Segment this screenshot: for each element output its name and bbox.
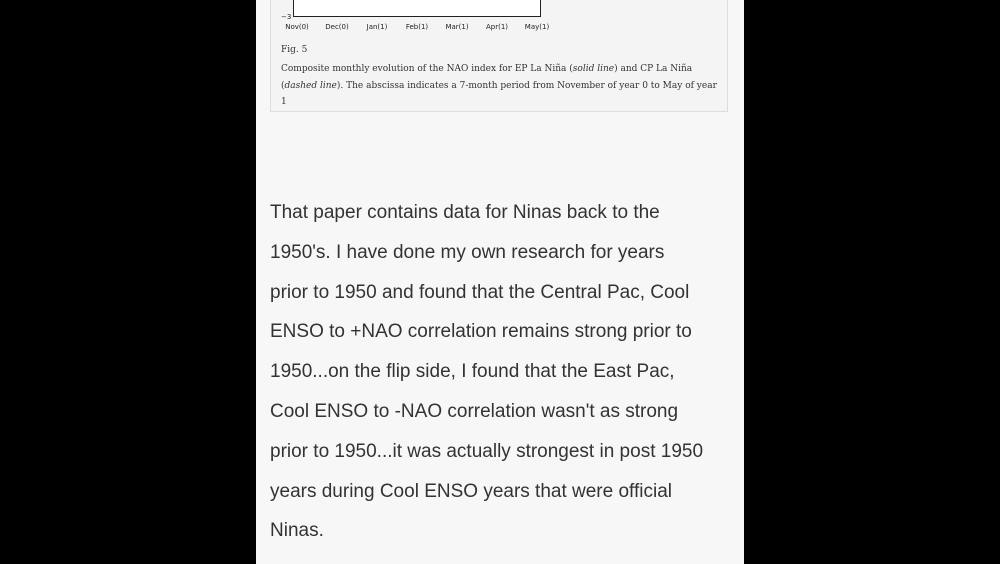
x-axis-tick-label: Dec(0)	[325, 23, 349, 31]
x-axis-tick-label: Jan(1)	[366, 23, 388, 31]
figure-card	[270, 0, 728, 112]
post-text-line: That paper contains data for Ninas back to the	[270, 202, 660, 223]
x-axis-tick-label: Nov(0)	[285, 23, 309, 31]
post-text-line: years during Cool ENSO years that were official	[270, 480, 672, 502]
plot-frame	[293, 0, 541, 17]
post-text-line: Cool ENSO to -NAO correlation wasn't as strong	[270, 400, 679, 422]
figure-label: Fig. 5	[281, 45, 308, 55]
x-axis-tick-label: Apr(1)	[485, 23, 509, 31]
post-content-area	[256, 0, 744, 564]
figure-caption: Composite monthly evolution of the NAO index for EP La Niña (solid line) and CP La Niña (dashed line). The abscissa indicates a 7-month period from November of year 0 to May of year 1	[281, 64, 717, 107]
x-axis-tick-label: Feb(1)	[405, 23, 429, 31]
x-axis-tick-label: May(1)	[524, 23, 550, 31]
y-axis-tick-label: −3	[281, 13, 292, 21]
post-text-line: prior to 1950 and found that the Central Pac, Cool	[270, 281, 690, 303]
x-axis-tick-label: Mar(1)	[445, 23, 469, 31]
post-body-text	[270, 193, 740, 551]
post-text-line: prior to 1950...it was actually strongest in post 1950	[270, 440, 704, 462]
post-text-line: ENSO to +NAO correlation remains strong prior to	[270, 321, 692, 343]
post-text-line: 1950's. I have done my own research for years	[270, 241, 665, 263]
post-text-line: Ninas.	[270, 520, 324, 542]
post-text-line: 1950...on the flip side, I found that the East Pac,	[270, 361, 675, 383]
